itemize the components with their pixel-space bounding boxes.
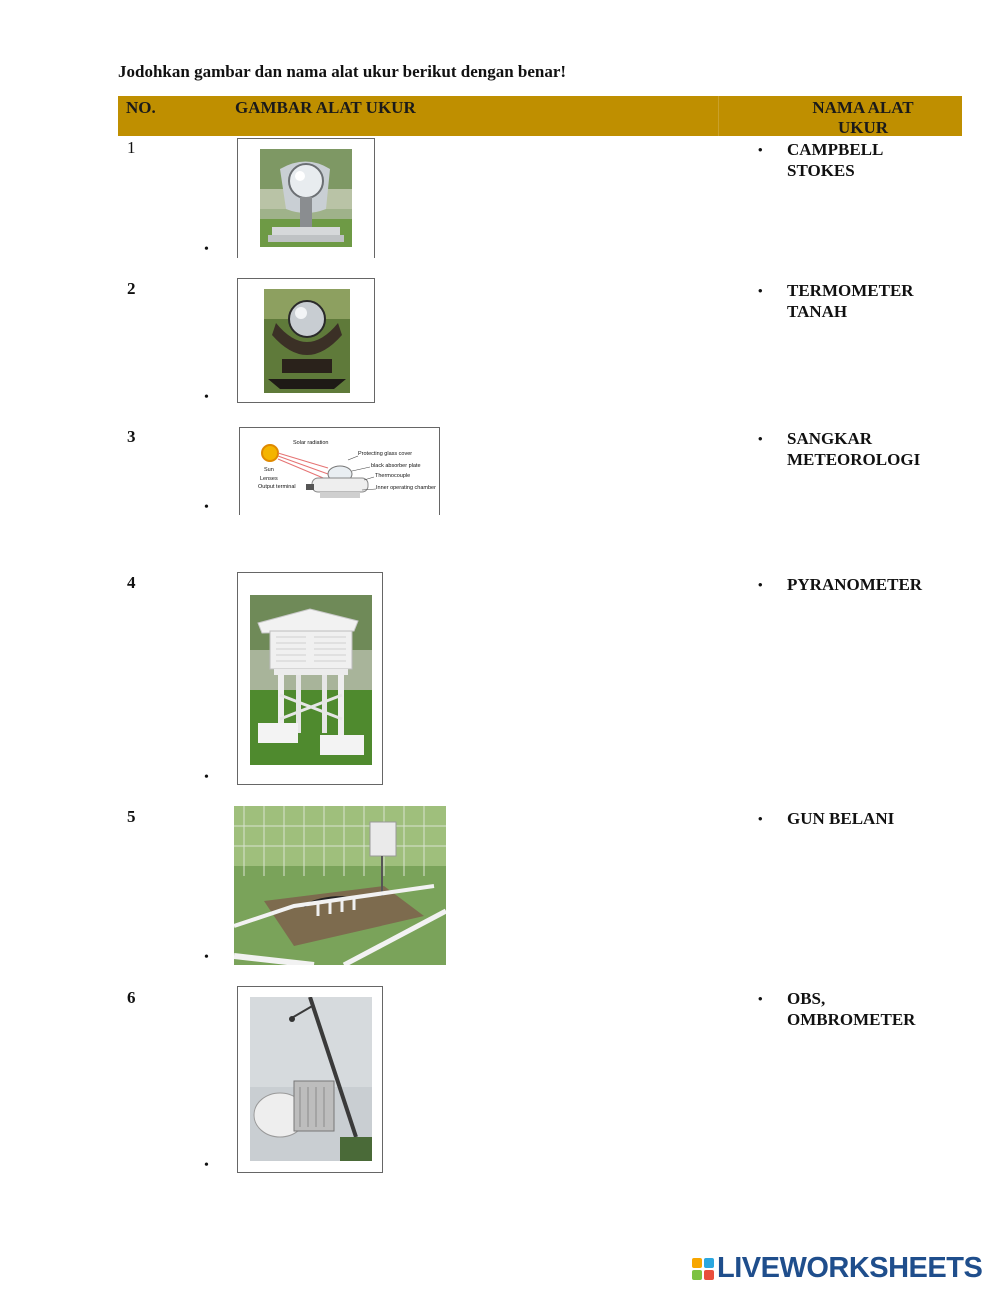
row-number-1: 1 xyxy=(127,138,136,157)
photo-5 xyxy=(234,806,446,965)
image-2-sphere-recorder xyxy=(237,278,375,403)
image-3-pyranometer-diagram xyxy=(239,427,440,515)
name-label-3: SANGKAR METEOROLOGI xyxy=(787,429,921,469)
label-black-absorber-plate: black absorber plate xyxy=(371,463,421,469)
header-name xyxy=(808,98,918,138)
name-option-6 xyxy=(758,988,958,1032)
name-label-2: TERMOMETER TANAH xyxy=(787,281,914,321)
photo-1 xyxy=(260,149,352,247)
match-dot-name-5[interactable]: • xyxy=(758,811,763,826)
row-number-3: 3 xyxy=(127,427,136,446)
header-name-line2: UKUR xyxy=(837,118,889,137)
match-dot-name-2[interactable]: • xyxy=(758,283,763,298)
match-dot-name-3[interactable]: • xyxy=(758,431,763,446)
match-dot-image-5[interactable]: • xyxy=(204,950,209,965)
match-dot-image-3[interactable]: • xyxy=(204,500,209,515)
name-label-6: OBS, OMBROMETER xyxy=(787,989,916,1029)
image-6-instrument-mast xyxy=(237,986,383,1173)
row-number-4: 4 xyxy=(127,573,136,592)
match-dot-image-2[interactable]: • xyxy=(204,390,209,405)
liveworksheets-logo-icon xyxy=(692,1258,714,1280)
table-header xyxy=(118,96,962,136)
match-dot-name-4[interactable]: • xyxy=(758,577,763,592)
photo-2 xyxy=(264,289,350,393)
label-thermocouple: Thermocouple xyxy=(375,473,411,479)
label-inner-operating-chamber: Inner operating chamber xyxy=(376,485,436,491)
name-option-5 xyxy=(758,808,958,832)
name-option-3 xyxy=(758,428,958,472)
photo-6 xyxy=(250,997,372,1161)
header-name-line1: NAMA ALAT xyxy=(812,98,914,117)
name-option-2 xyxy=(758,280,958,324)
header-image: GAMBAR ALAT UKUR xyxy=(235,98,416,117)
header-divider xyxy=(718,96,719,136)
instruction-text: Jodohkan gambar dan nama alat ukur berikut dengan benar! xyxy=(118,62,567,81)
image-1-campbell-stokes xyxy=(237,138,375,258)
label-solar-radiation: Solar radiation xyxy=(293,440,329,446)
photo-4 xyxy=(250,595,372,765)
name-label-1: CAMPBELL STOKES xyxy=(787,140,884,180)
name-option-1 xyxy=(758,139,958,183)
row-number-6: 6 xyxy=(127,988,136,1007)
liveworksheets-logo-text: LIVEWORKSHEETS xyxy=(717,1252,983,1284)
name-option-4 xyxy=(758,574,958,598)
match-dot-image-6[interactable]: • xyxy=(204,1158,209,1173)
match-dot-image-1[interactable]: • xyxy=(204,242,209,257)
name-label-4: PYRANOMETER xyxy=(787,575,923,594)
match-dot-name-1[interactable]: • xyxy=(758,142,763,157)
row-number-5: 5 xyxy=(127,807,136,826)
image-5-soil-thermometer xyxy=(234,806,446,965)
label-lenses: Lenses xyxy=(260,476,278,482)
match-dot-name-6[interactable]: • xyxy=(758,991,763,1006)
label-sun: Sun xyxy=(264,467,274,473)
label-output-terminal: Output terminal xyxy=(258,484,296,490)
label-protecting-glass-cover: Protecting glass cover xyxy=(358,451,413,457)
header-no: NO. xyxy=(126,98,156,117)
image-4-weather-shelter xyxy=(237,572,383,785)
match-dot-image-4[interactable]: • xyxy=(204,770,209,785)
row-number-2: 2 xyxy=(127,279,136,298)
name-label-5: GUN BELANI xyxy=(787,809,895,828)
